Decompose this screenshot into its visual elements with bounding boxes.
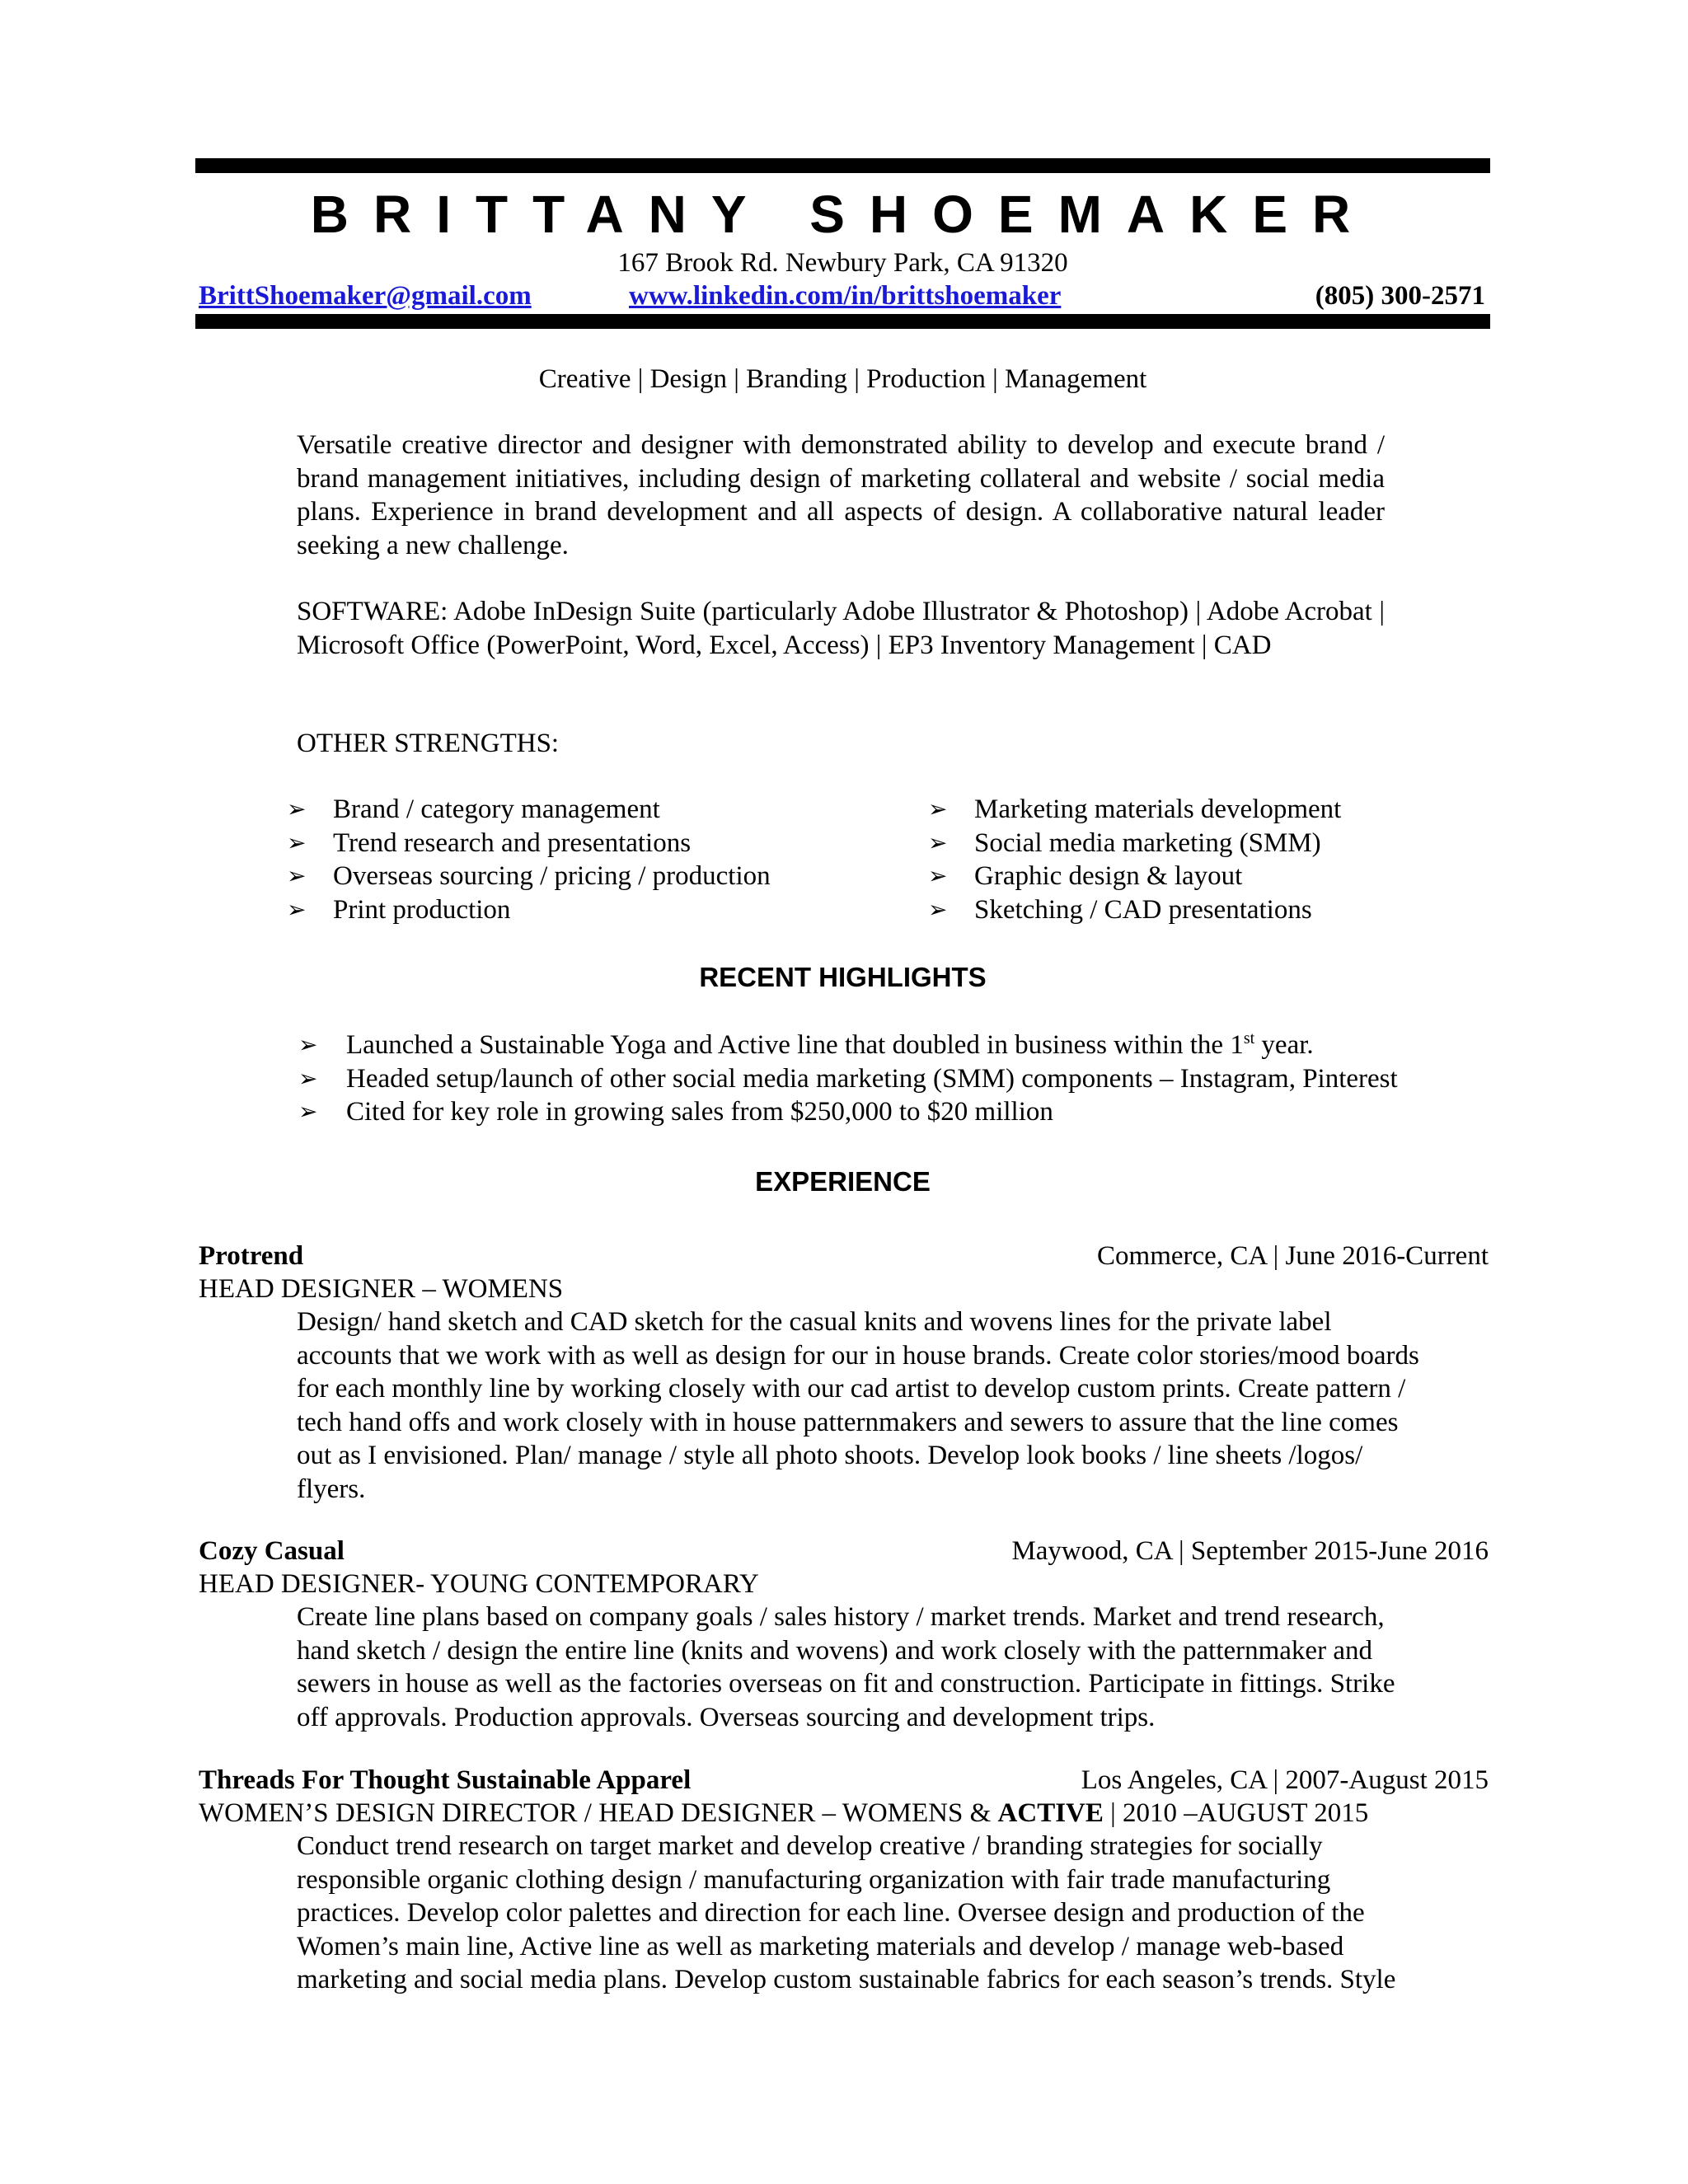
strengths-list-left <box>287 793 771 926</box>
experience-heading: EXPERIENCE <box>755 1166 931 1197</box>
linkedin-link[interactable]: www.linkedin.com/in/brittshoemaker <box>629 281 1062 311</box>
phone-number: (805) 300-2571 <box>1315 281 1485 311</box>
company-name: Threads For Thought Sustainable Apparel <box>199 1765 692 1795</box>
top-rule <box>195 158 1490 173</box>
arrow-bullet-icon: ➢ <box>287 828 307 856</box>
arrow-bullet-icon: ➢ <box>287 895 307 923</box>
list-item: ➢ Brand / category management <box>287 793 771 827</box>
highlights-list <box>298 1029 1398 1129</box>
candidate-name: BRITTANY SHOEMAKER <box>310 185 1376 244</box>
arrow-bullet-icon: ➢ <box>287 862 307 889</box>
location-dates: Commerce, CA | June 2016-Current <box>1097 1241 1489 1271</box>
arrow-bullet-icon: ➢ <box>928 862 948 889</box>
company-name: Cozy Casual <box>199 1536 345 1566</box>
arrow-bullet-icon: ➢ <box>928 828 948 856</box>
arrow-bullet-icon: ➢ <box>298 1031 318 1058</box>
job-description: Design/ hand sketch and CAD sketch for the casual knits and wovens lines for the private label accounts that we work with as well as design for our in house brands. Create color stories/mood boards for each monthly line by working closely with our cad artist to develop custom prints. Create pattern / tech hand offs and work closely with in house patternmakers and sewers to assure that the line comes out as I envisioned. Plan/ manage / style all photo shoots. Develop look books / line sheets /logos/ flyers. <box>297 1307 1419 1504</box>
list-item: ➢ Social media marketing (SMM) <box>928 827 1341 860</box>
software-paragraph: SOFTWARE: Adobe InDesign Suite (particularly Adobe Illustrator & Photoshop) | Adobe Acrobat | Microsoft Office (PowerPoint, Word, Excel, Access) | EP3 Inventory Management | CAD <box>297 597 1385 660</box>
list-item: ➢ Headed setup/launch of other social media marketing (SMM) components – Instagram, Pinterest <box>298 1062 1398 1096</box>
list-item: ➢ Cited for key role in growing sales from $250,000 to $20 million <box>298 1095 1398 1129</box>
list-item: ➢ Sketching / CAD presentations <box>928 893 1341 927</box>
arrow-bullet-icon: ➢ <box>928 895 948 923</box>
job-title: HEAD DESIGNER- YOUNG CONTEMPORARY <box>199 1569 759 1599</box>
job-description: Conduct trend research on target market and develop creative / branding strategies for socially responsible organic clothing design / manufacturing organization with fair trade manufacturing practices. Develop color palettes and direction for each line. Oversee design and production of the Women’s main line, Active line as well as marketing materials and develop / manage web-based marketing and social media plans. Develop custom sustainable fabrics for each season’s trends. Style <box>297 1831 1396 1994</box>
job-title: WOMEN’S DESIGN DIRECTOR / HEAD DESIGNER – WOMENS & ACTIVE | 2010 –AUGUST 2015 <box>199 1798 1369 1828</box>
header-bottom-rule <box>195 314 1490 329</box>
summary-paragraph: Versatile creative director and designer with demonstrated ability to develop and execute brand / brand management initiatives, including design of marketing collateral and website / social media plans. Experience in brand development and all aspects of design. A collaborative natural leader seeking a new challenge. <box>297 430 1385 560</box>
arrow-bullet-icon: ➢ <box>928 795 948 823</box>
list-item: ➢ Launched a Sustainable Yoga and Active line that doubled in business within the 1st year. <box>298 1029 1398 1062</box>
arrow-bullet-icon: ➢ <box>287 795 307 823</box>
job-entry <box>199 1240 1489 1506</box>
list-item: ➢ Print production <box>287 893 771 927</box>
arrow-bullet-icon: ➢ <box>298 1098 318 1125</box>
tagline: Creative | Design | Branding | Production | Management <box>538 364 1147 394</box>
strengths-list-right <box>928 793 1341 926</box>
list-item: ➢ Marketing materials development <box>928 793 1341 827</box>
address: 167 Brook Rd. Newbury Park, CA 91320 <box>617 248 1068 278</box>
job-entry <box>199 1535 1489 1734</box>
job-title: HEAD DESIGNER – WOMENS <box>199 1274 564 1304</box>
list-item: ➢ Overseas sourcing / pricing / production <box>287 860 771 893</box>
arrow-bullet-icon: ➢ <box>298 1064 318 1092</box>
highlights-heading: RECENT HIGHLIGHTS <box>699 962 987 992</box>
list-item: ➢ Trend research and presentations <box>287 827 771 860</box>
location-dates: Maywood, CA | September 2015-June 2016 <box>1011 1536 1489 1566</box>
job-entry <box>199 1764 1489 1997</box>
email-link[interactable]: BrittShoemaker@gmail.com <box>199 281 532 311</box>
job-description: Create line plans based on company goals / sales history / market trends. Market and trend research, hand sketch / design the entire line (knits and wovens) and work closely with the patternmaker and sewers in house as well as the factories overseas on fit and construction. Participate in fittings. Strike off approvals. Production approvals. Overseas sourcing and development trips. <box>297 1602 1395 1732</box>
company-name: Protrend <box>199 1241 304 1271</box>
location-dates: Los Angeles, CA | 2007-August 2015 <box>1081 1765 1489 1795</box>
strengths-label: OTHER STRENGTHS: <box>297 729 560 758</box>
list-item: ➢ Graphic design & layout <box>928 860 1341 893</box>
